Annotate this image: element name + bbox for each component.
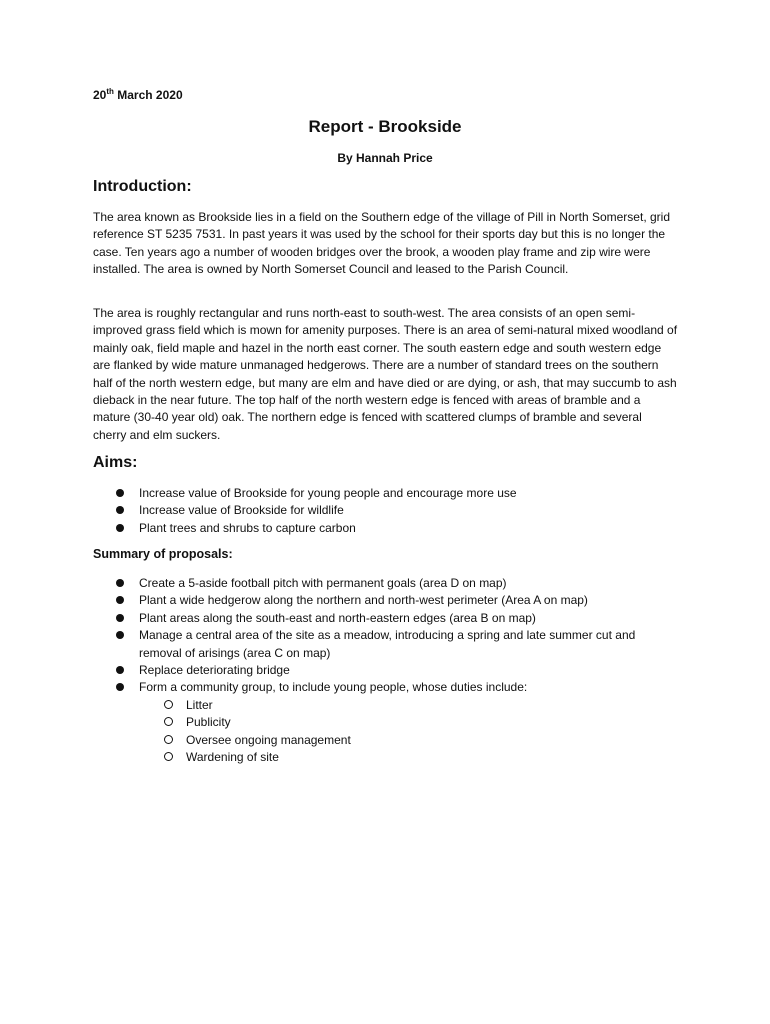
bullet-icon [116, 614, 124, 622]
bullet-icon [116, 489, 124, 497]
list-item [93, 520, 678, 537]
list-item-text: Plant trees and shrubs to capture carbon [139, 520, 356, 535]
list-item-text: Form a community group, to include young people, whose duties include: [139, 680, 528, 695]
report-author: By Hannah Price [337, 151, 433, 165]
bullet-icon [116, 506, 124, 514]
sublist-item-text: Oversee ongoing management [186, 732, 351, 747]
summary-heading: Summary of proposals: [93, 547, 233, 561]
proposals-list [93, 575, 678, 766]
list-item [93, 627, 678, 662]
list-item-text: Increase value of Brookside for young people and encourage more use [139, 486, 517, 500]
date-month-year: March 2020 [113, 88, 183, 102]
sublist-item-text: Wardening of site [186, 750, 279, 765]
list-item-text: Plant areas along the south-east and north-eastern edges (area B on map) [139, 610, 536, 625]
bullet-icon [116, 631, 124, 639]
bullet-icon [116, 683, 124, 691]
sublist-item [139, 749, 678, 766]
hollow-bullet-icon [164, 717, 173, 726]
list-item-text: Create a 5-aside football pitch with permanent goals (area D on map) [139, 576, 507, 590]
sublist-item [139, 714, 678, 731]
sublist-item [139, 697, 678, 714]
bullet-icon [116, 579, 124, 587]
bullet-icon [116, 666, 124, 674]
list-item [93, 662, 678, 679]
introduction-paragraph-2: The area is roughly rectangular and runs north-east to south-west. The area consists of an open semi-improved grass field which is mown for amenity purposes. There is an area of semi-natural mixed woodland of mainly oak, field maple and hazel in the north east corner. The south eastern edge and south western edge are flanked by wide mature unmanaged hedgerows. There are a number of standard trees on the southern half of the north western edge, but many are elm and have died or are dying, or ash, that may succumb to ash dieback in the near future. The top half of the north western edge is fenced with areas of bramble and a mature (30-40 year old) oak. The northern edge is fenced with scattered clumps of bramble and several cherry and elm suckers. [93, 306, 678, 442]
hollow-bullet-icon [164, 700, 173, 709]
sublist-item-text: Publicity [186, 715, 231, 730]
list-item [93, 679, 678, 766]
list-item-text: Replace deteriorating bridge [139, 663, 290, 678]
bullet-icon [116, 524, 124, 532]
list-item [93, 610, 678, 627]
list-item-text: Manage a central area of the site as a meadow, introducing a spring and late summer cut and removal of arisings (area C on map) [139, 628, 636, 660]
date-day: 20 [93, 88, 107, 102]
bullet-icon [116, 596, 124, 604]
aims-list [93, 485, 678, 537]
hollow-bullet-icon [164, 752, 173, 761]
list-item [93, 485, 678, 502]
list-item [93, 502, 678, 519]
list-item [93, 592, 678, 609]
list-item-text: Increase value of Brookside for wildlife [139, 503, 344, 518]
duties-sublist [139, 697, 678, 767]
introduction-paragraph-1: The area known as Brookside lies in a field on the Southern edge of the village of Pill in North Somerset, grid reference ST 5235 7531. In past years it was used by the school for their sports day but this is no longer the case. Ten years ago a number of wooden bridges over the brook, a wooden play frame and zip wire were installed. The area is owned by North Somerset Council and leased to the Parish Council. [93, 210, 670, 277]
list-item [93, 575, 678, 592]
report-title: Report - Brookside [308, 117, 462, 136]
sublist-item-text: Litter [186, 697, 213, 712]
report-date [93, 88, 183, 102]
aims-heading: Aims: [93, 454, 138, 471]
list-item-text: Plant a wide hedgerow along the northern and north-west perimeter (Area A on map) [139, 593, 588, 608]
date-suffix: th [106, 87, 114, 96]
introduction-heading: Introduction: [93, 178, 192, 195]
sublist-item [139, 732, 678, 749]
hollow-bullet-icon [164, 735, 173, 744]
